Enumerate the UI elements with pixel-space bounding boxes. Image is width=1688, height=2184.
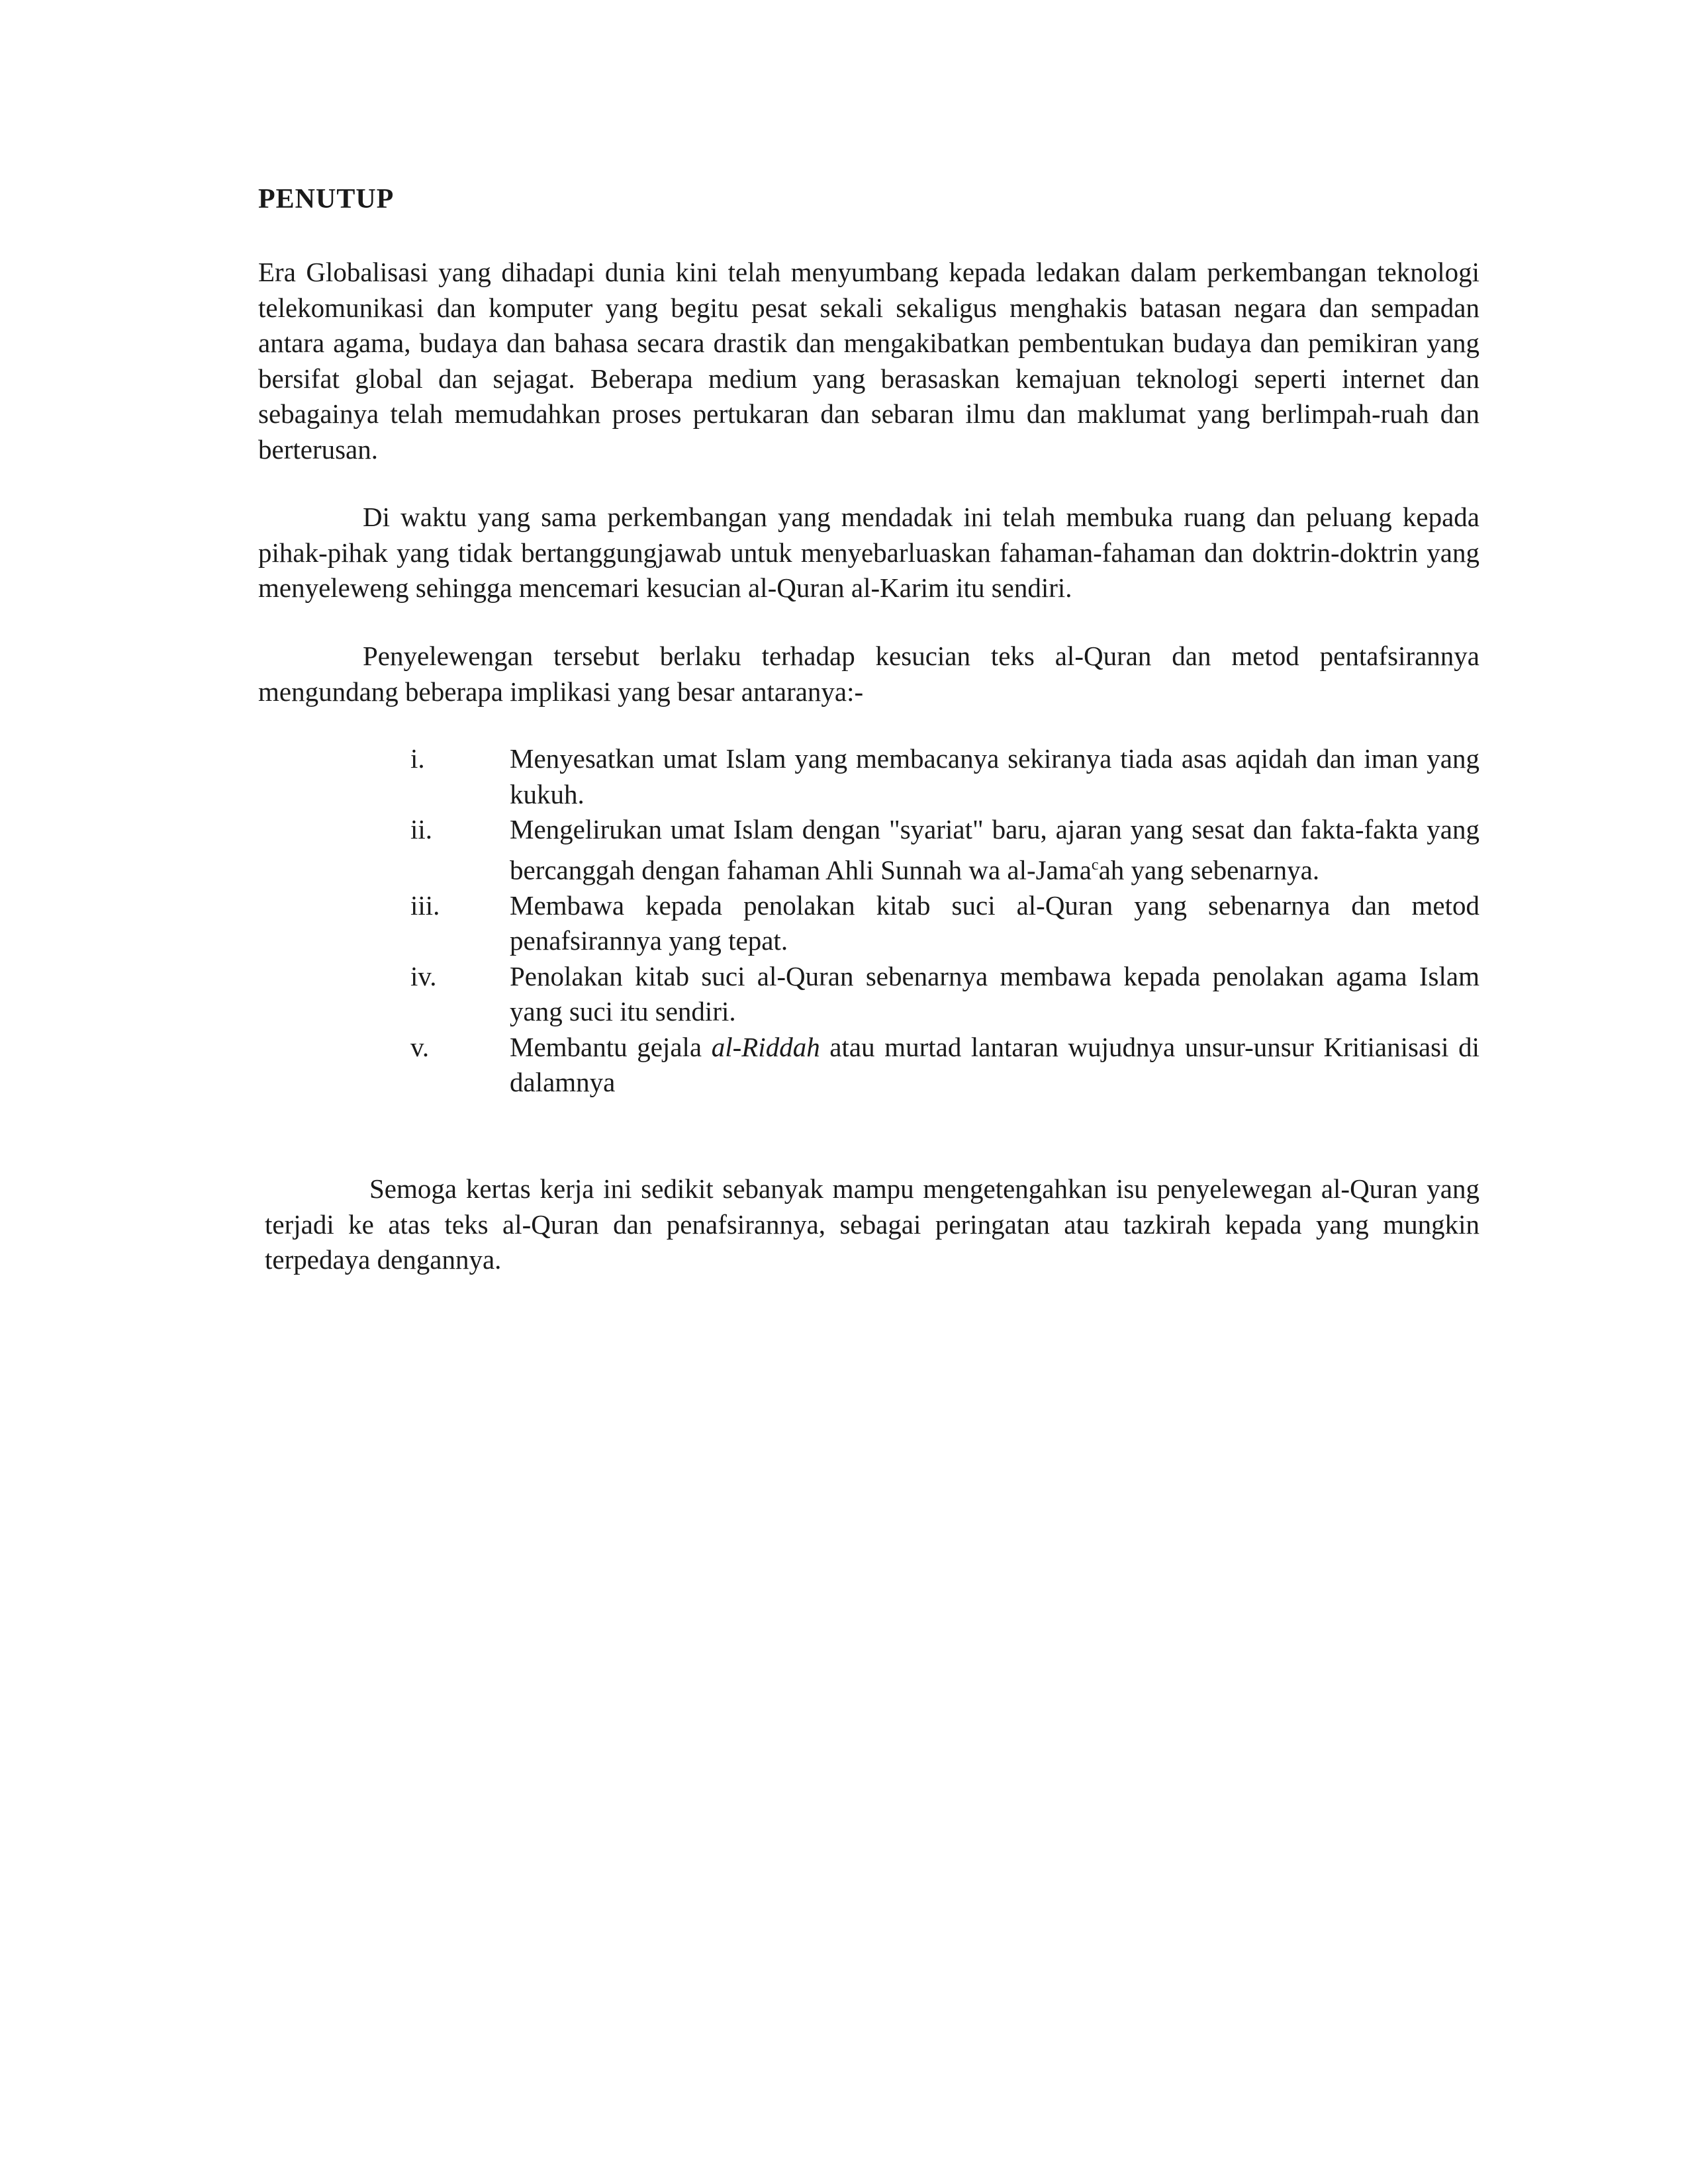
paragraph-implications-intro: Penyelewengan tersebut berlaku terhadap kesucian teks al-Quran dan metod pentafsirannya mengundang beberapa implikasi yang besar antaranya:- [258, 641, 1479, 707]
list-marker: iii. [410, 889, 440, 921]
list-item-text [510, 812, 1479, 888]
superscript-ain: c [1091, 856, 1099, 874]
list-marker: ii. [410, 814, 433, 844]
paragraph-closing: Semoga kertas kerja ini sedikit sebanyak mampu mengetengahkan isu penyelewegan al-Quran yang terjadi ke atas teks al-Quran dan penafsirannya, sebagai peringatan atau tazkirah kepada yang mungkin terpedaya dengannya. [265, 1173, 1479, 1275]
italic-term: al-Riddah [711, 1031, 820, 1062]
list-item-text-part: Membantu gejala [510, 1031, 712, 1062]
list-item [410, 741, 1479, 812]
list-item-text-part: Mengelirukan umat Islam dengan "syariat" baru, ajaran yang sesat dan fakta-fakta yang bercanggah dengan fahaman Ahli Sunnah wa al-Jama [510, 814, 1479, 886]
paragraph-globalization: Era Globalisasi yang dihadapi dunia kini telah menyumbang kepada ledakan dalam perkembangan teknologi telekomunikasi dan komputer yang begitu pesat sekali sekaligus menghakis batasan negara dan sempadan antara agama, budaya dan bahasa secara drastik dan mengakibatkan pembentukan budaya dan pemikiran yang bersifat global dan sejagat. Beberapa medium yang berasaskan kemajuan teknologi seperti internet dan sebagainya telah memudahkan proses pertukaran dan sebaran ilmu dan maklumat yang berlimpah-ruah dan berterusan. [258, 257, 1479, 465]
list-marker: iv. [410, 960, 437, 991]
list-marker: i. [410, 743, 425, 774]
list-item [410, 888, 1479, 959]
list-item-text-part: ah yang sebenarnya. [1098, 854, 1320, 886]
list-item [410, 812, 1479, 888]
list-item-text: Penolakan kitab suci al-Quran sebenarnya membawa kepada penolakan agama Islam yang suci itu sendiri. [510, 960, 1479, 1027]
list-item-text: Membawa kepada penolakan kitab suci al-Quran yang sebenarnya dan metod penafsirannya yang tepat. [510, 889, 1479, 956]
list-item-text: Menyesatkan umat Islam yang membacanya sekiranya tiada asas aqidah dan iman yang kukuh. [510, 743, 1479, 809]
section-heading: PENUTUP [258, 184, 395, 214]
list-item-text [510, 1030, 1479, 1101]
paragraph-irresponsible-parties: Di waktu yang sama perkembangan yang mendadak ini telah membuka ruang dan peluang kepada pihak-pihak yang tidak bertanggungjawab untuk menyebarluaskan fahaman-fahaman dan doktrin-doktrin yang menyeleweng sehingga mencemari kesucian al-Quran al-Karim itu sendiri. [258, 502, 1479, 603]
implications-list [410, 741, 1479, 1101]
list-item [410, 1030, 1479, 1101]
list-item-text-part: atau murtad lantaran wujudnya unsur-unsur Kritianisasi di dalamnya [510, 1031, 1479, 1098]
list-marker: v. [410, 1031, 430, 1062]
list-item [410, 959, 1479, 1030]
